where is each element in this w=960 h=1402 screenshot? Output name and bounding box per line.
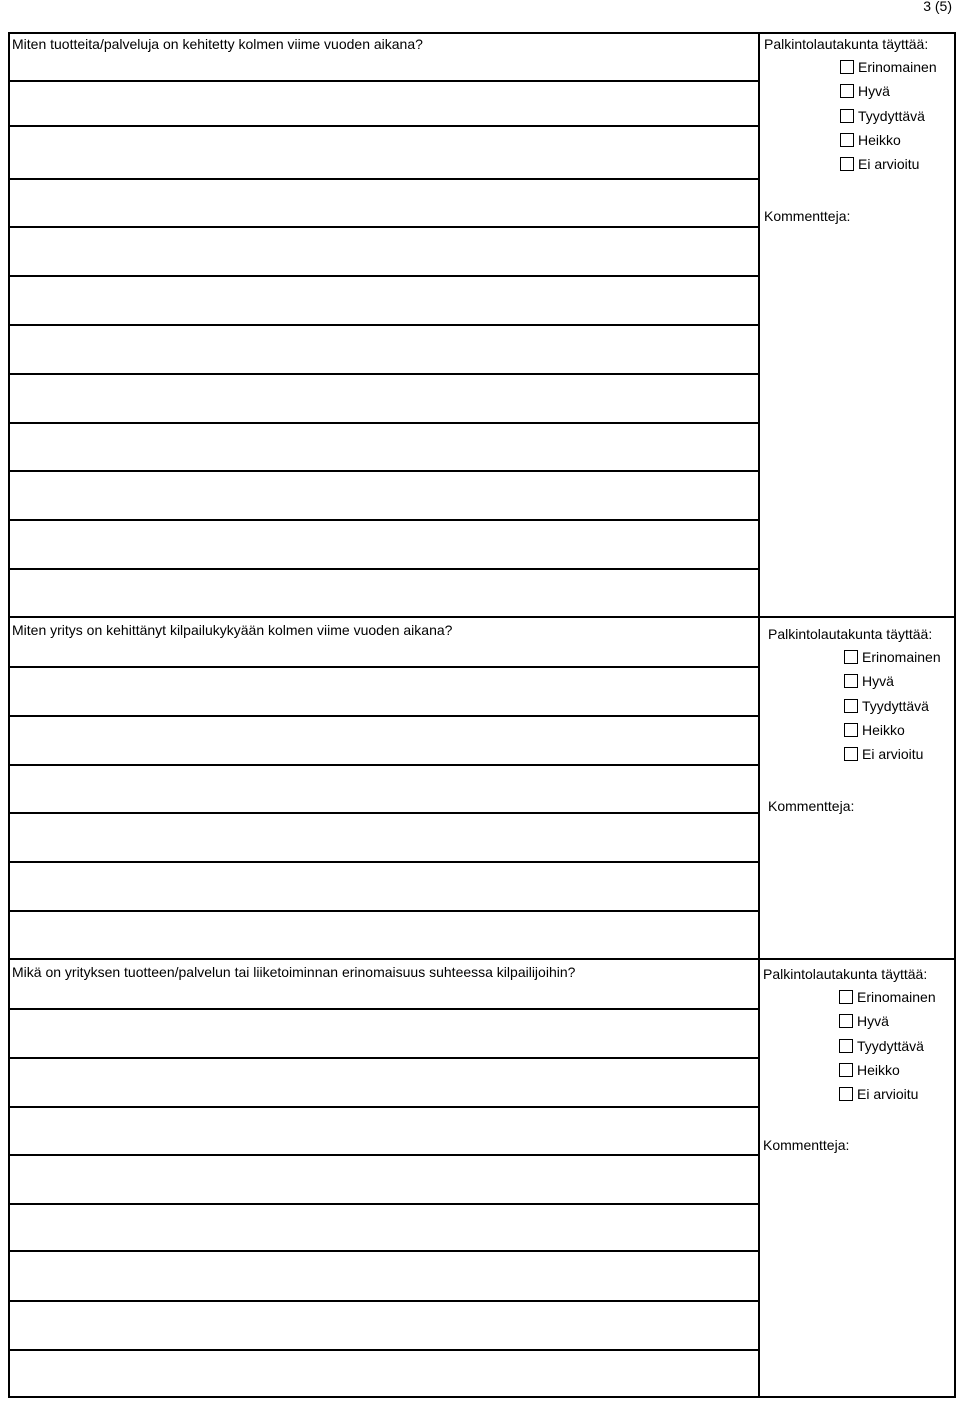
- answer-line[interactable]: [8, 1154, 758, 1156]
- checkbox-icon[interactable]: [839, 1087, 853, 1101]
- answer-line[interactable]: [8, 125, 758, 127]
- answer-line[interactable]: [8, 80, 758, 82]
- rating-option-erinomainen[interactable]: Erinomainen: [839, 985, 936, 1009]
- answer-line[interactable]: [8, 1057, 758, 1059]
- answer-line[interactable]: [8, 1203, 758, 1205]
- rating-option-heikko[interactable]: Heikko: [844, 718, 941, 742]
- answer-line[interactable]: [8, 178, 758, 180]
- answer-line[interactable]: [8, 324, 758, 326]
- rating-option-ei-arvioitu[interactable]: Ei arvioitu: [840, 152, 937, 176]
- answer-line[interactable]: [8, 910, 758, 912]
- checkbox-icon[interactable]: [840, 84, 854, 98]
- section-2: [8, 618, 956, 960]
- section-3: [8, 960, 956, 1398]
- answer-line[interactable]: [8, 1106, 758, 1108]
- checkbox-icon[interactable]: [839, 990, 853, 1004]
- question-2: Miten yritys on kehittänyt kilpailukykyään kolmen viime vuoden aikana?: [12, 622, 453, 638]
- rating-option-hyva[interactable]: Hyvä: [844, 669, 941, 693]
- section-1: [8, 32, 956, 618]
- answer-line[interactable]: [8, 422, 758, 424]
- checkbox-icon[interactable]: [839, 1063, 853, 1077]
- rating-option-hyva[interactable]: Hyvä: [840, 79, 937, 103]
- answer-line[interactable]: [8, 715, 758, 717]
- answer-line[interactable]: [8, 1250, 758, 1252]
- checkbox-icon[interactable]: [839, 1014, 853, 1028]
- rating-title: Palkintolautakunta täyttää:: [764, 36, 929, 52]
- column-divider: [758, 32, 760, 618]
- answer-line[interactable]: [8, 764, 758, 766]
- comments-label-1: Kommentteja:: [764, 208, 851, 224]
- comments-label-3: Kommentteja:: [763, 1137, 850, 1153]
- checkbox-icon[interactable]: [844, 723, 858, 737]
- rating-option-erinomainen[interactable]: Erinomainen: [840, 55, 937, 79]
- rating-panel-2: [768, 626, 941, 766]
- answer-line[interactable]: [8, 861, 758, 863]
- checkbox-icon[interactable]: [840, 133, 854, 147]
- checkbox-icon[interactable]: [839, 1039, 853, 1053]
- comments-label-2: Kommentteja:: [768, 798, 855, 814]
- answer-line[interactable]: [8, 226, 758, 228]
- answer-line[interactable]: [8, 519, 758, 521]
- answer-line[interactable]: [8, 275, 758, 277]
- answer-line[interactable]: [8, 470, 758, 472]
- checkbox-icon[interactable]: [844, 747, 858, 761]
- rating-title: Palkintolautakunta täyttää:: [768, 626, 933, 642]
- answer-line[interactable]: [8, 1349, 758, 1351]
- column-divider: [758, 618, 760, 960]
- question-1: Miten tuotteita/palveluja on kehitetty kolmen viime vuoden aikana?: [12, 36, 423, 52]
- checkbox-icon[interactable]: [844, 650, 858, 664]
- rating-panel-1: [764, 36, 937, 176]
- checkbox-icon[interactable]: [840, 60, 854, 74]
- answer-line[interactable]: [8, 373, 758, 375]
- answer-line[interactable]: [8, 568, 758, 570]
- rating-title: Palkintolautakunta täyttää:: [763, 966, 928, 982]
- checkbox-icon[interactable]: [844, 699, 858, 713]
- column-divider: [758, 960, 760, 1398]
- rating-option-erinomainen[interactable]: Erinomainen: [844, 645, 941, 669]
- rating-option-tyydyttava[interactable]: Tyydyttävä: [839, 1034, 936, 1058]
- rating-option-tyydyttava[interactable]: Tyydyttävä: [840, 104, 937, 128]
- checkbox-icon[interactable]: [840, 157, 854, 171]
- answer-line[interactable]: [8, 666, 758, 668]
- page-number: 3 (5): [923, 0, 952, 14]
- question-3: Mikä on yrityksen tuotteen/palvelun tai liiketoiminnan erinomaisuus suhteessa kilpailijoihin?: [12, 964, 576, 980]
- checkbox-icon[interactable]: [844, 674, 858, 688]
- rating-option-ei-arvioitu[interactable]: Ei arvioitu: [844, 742, 941, 766]
- rating-option-heikko[interactable]: Heikko: [840, 128, 937, 152]
- rating-option-tyydyttava[interactable]: Tyydyttävä: [844, 694, 941, 718]
- checkbox-icon[interactable]: [840, 109, 854, 123]
- answer-line[interactable]: [8, 1008, 758, 1010]
- rating-option-hyva[interactable]: Hyvä: [839, 1009, 936, 1033]
- rating-panel-3: [763, 966, 936, 1106]
- rating-option-ei-arvioitu[interactable]: Ei arvioitu: [839, 1082, 936, 1106]
- rating-option-heikko[interactable]: Heikko: [839, 1058, 936, 1082]
- answer-line[interactable]: [8, 812, 758, 814]
- answer-line[interactable]: [8, 1300, 758, 1302]
